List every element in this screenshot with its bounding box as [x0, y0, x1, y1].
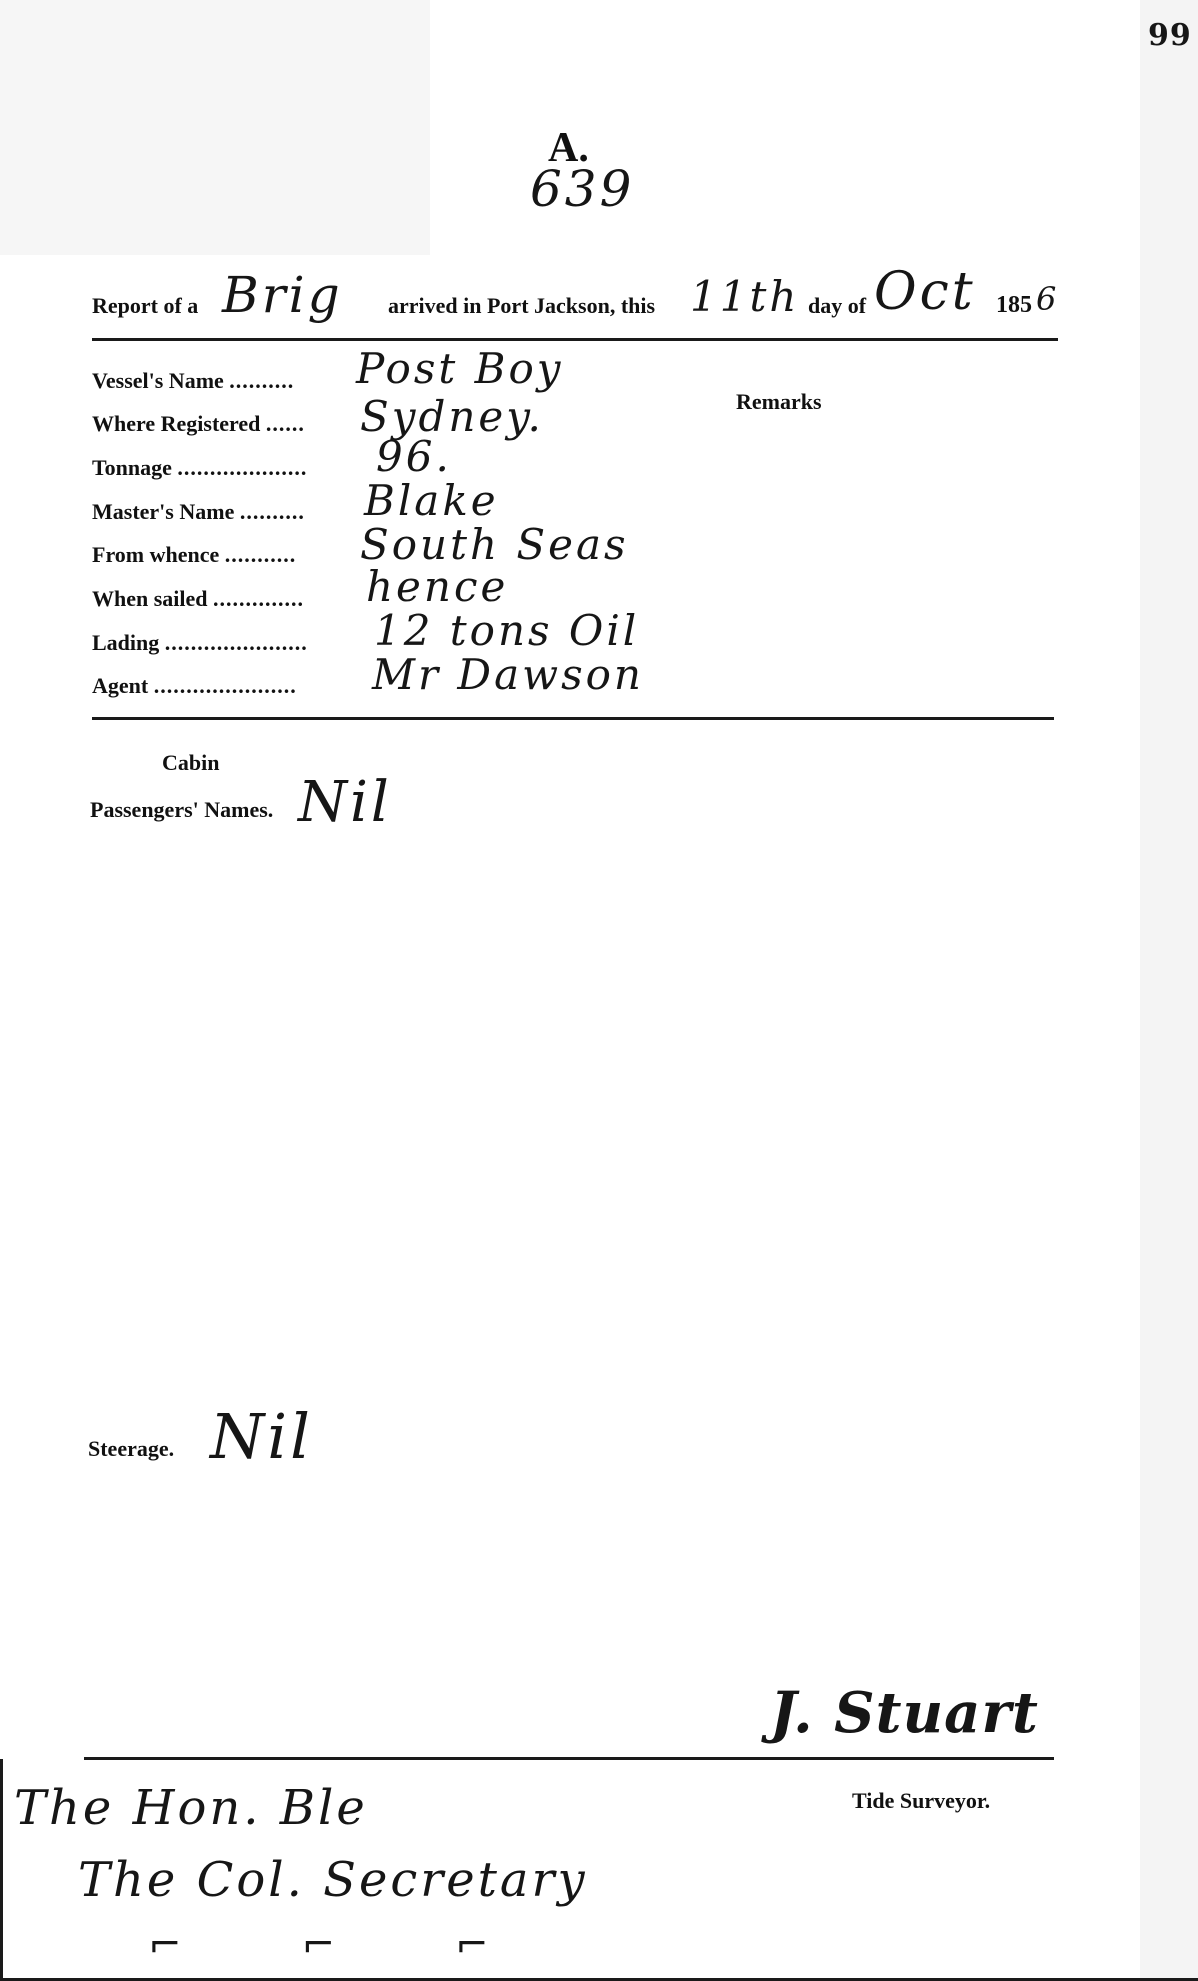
steerage-value: Nil — [210, 1400, 313, 1473]
field-label-when-sailed: When sailed .............. — [92, 586, 305, 611]
field-label-vessel-name: Vessel's Name .......... — [92, 368, 295, 393]
form-code: A. — [548, 125, 589, 171]
report-middle: arrived in Port Jackson, this — [388, 293, 656, 318]
month-entry: Oct — [874, 262, 976, 322]
steerage-label: Steerage. — [88, 1436, 175, 1461]
field-value-tonnage: 96. — [376, 432, 452, 481]
field-value-masters-name: Blake — [364, 476, 499, 525]
field-value-lading: 12 tons Oil — [374, 606, 640, 655]
day-entry: 11th — [690, 272, 800, 321]
field-value-where-registered: Sydney. — [360, 392, 544, 441]
tide-surveyor-label: Tide Surveyor. — [852, 1788, 991, 1813]
endorsement-border-left — [0, 1759, 3, 1981]
vessel-type-entry: Brig — [222, 266, 343, 324]
cabin-passengers-label: Passengers' Names. — [90, 797, 274, 822]
field-label-from-whence: From whence ........... — [92, 542, 297, 567]
tide-surveyor-signature: J. Stuart — [770, 1680, 1039, 1746]
field-label-lading: Lading ...................... — [92, 630, 308, 655]
field-label-where-registered: Where Registered ...... — [92, 411, 305, 436]
day-of-label: day of — [808, 293, 867, 318]
cabin-passengers-value: Nil — [298, 770, 392, 835]
form-number: 639 — [530, 160, 635, 218]
signature-rule — [84, 1757, 1054, 1760]
field-value-from-whence: South Seas — [360, 520, 629, 569]
field-label-tonnage: Tonnage .................... — [92, 455, 308, 480]
details-rule — [92, 717, 1054, 720]
remarks-label: Remarks — [736, 389, 822, 414]
page-number: 99 — [1148, 18, 1192, 53]
field-label-masters-name: Master's Name .......... — [92, 499, 305, 524]
field-value-vessel-name: Post Boy — [356, 344, 564, 393]
cabin-heading: Cabin — [162, 750, 220, 775]
year-printed: 185 — [996, 292, 1032, 318]
report-prefix: Report of a — [92, 293, 199, 318]
endorsement-line-1: The Hon. Ble — [14, 1780, 368, 1836]
endorsement-line-2: The Col. Secretary — [78, 1852, 588, 1908]
header-rule — [92, 338, 1058, 341]
scan-shade-top-left — [0, 0, 430, 255]
field-value-agent: Mr Dawson — [372, 650, 644, 699]
year-written: 6 — [1036, 280, 1057, 318]
field-label-agent: Agent ...................... — [92, 673, 297, 698]
endorsement-marks: ⌐⌐⌐ — [148, 1922, 609, 1968]
scan-shade-right-edge — [1140, 0, 1198, 1981]
field-value-when-sailed: hence — [366, 562, 509, 611]
